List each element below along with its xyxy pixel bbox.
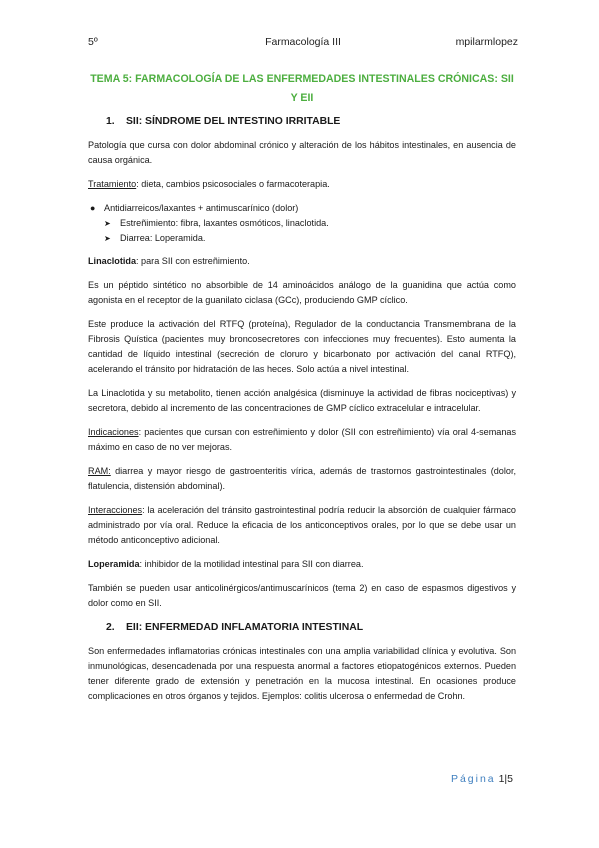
document-title: TEMA 5: FARMACOLOGÍA DE LAS ENFERMEDADES INTESTINALES CRÓNICAS: SII Y EII <box>90 73 514 104</box>
paragraph-peptide: Es un péptido sintético no absorbible de 14 aminoácidos análogo de la guanidina que actúa como agonista en el receptor de la guanilato ciclasa (GCc), produciendo GMP cíclico. <box>88 280 516 305</box>
paragraph-treatment <box>88 177 516 192</box>
section-title: EII: ENFERMEDAD INFLAMATORIA INTESTINAL <box>126 622 364 633</box>
page-header <box>88 36 518 52</box>
footer-page-label: Página <box>450 773 496 785</box>
paragraph-anticholinergics: También se pueden usar anticolinérgicos/antimuscarínicos (tema 2) en caso de espasmos digestivos y dolor como en SII. <box>88 583 516 608</box>
interactions-label: Interacciones <box>88 505 143 515</box>
arrow-bullet-icon: ➤ <box>104 234 111 243</box>
ram-text: diarrea y mayor riesgo de gastroenteritis vírica, además de trastornos gastrointestinales (dolor, flatulencia, distensión abdominal). <box>88 466 516 491</box>
list-item-text: Antidiarreicos/laxantes + antimuscarínico (dolor) <box>104 203 299 213</box>
loperamida-label: Loperamida <box>88 559 140 569</box>
paragraph-sii-definition: Patología que cursa con dolor abdominal crónico y alteración de los hábitos intestinales, en ausencia de causa orgánica. <box>88 140 516 165</box>
footer-page-total: 5 <box>507 773 513 785</box>
paragraph-eii-definition: Son enfermedades inflamatorias crónicas intestinales con una amplia variabilidad clínica y evolutiva. Son inmunológicas, desencadenada por una respuesta anormal a factores etiopatogénicos externos. Pueden tener diferente grado de extensión y penetración en la mucosa intestinal. En ocasiones produce complicaciones en otros órganos y tejidos. Ejemplos: colitis ulcerosa o enfermedad de Crohn. <box>88 646 516 701</box>
header-subject: Farmacología III <box>265 36 341 48</box>
interactions-text: : la aceleración del tránsito gastrointestinal podría reducir la absorción de cualquier fármaco administrado por vía oral. Reduce la eficacia de los anticonceptivos orales, por lo que se debe usar un método anticonceptivo adicional. <box>88 505 516 545</box>
footer-separator: | <box>504 773 508 785</box>
list-item <box>88 231 516 246</box>
paragraph-linaclotida <box>88 254 516 269</box>
section-title: SII: SÍNDROME DEL INTESTINO IRRITABLE <box>126 116 341 127</box>
footer-page-current: 1 <box>498 773 505 785</box>
treatment-label: Tratamiento <box>88 179 137 189</box>
indications-label: Indicaciones <box>88 427 139 437</box>
document-body <box>88 70 516 713</box>
bullet-icon: ● <box>90 203 96 213</box>
header-author: mpilarmlopez <box>455 36 518 48</box>
list-item <box>88 216 516 231</box>
linaclotida-label: Linaclotida <box>88 256 136 266</box>
loperamida-text: : inhibidor de la motilidad intestinal para SII con diarrea. <box>139 559 364 569</box>
treatment-list <box>88 201 516 246</box>
list-item-text: Diarrea: Loperamida. <box>120 233 206 243</box>
paragraph-ram <box>88 464 516 494</box>
treatment-text: : dieta, cambios psicosociales o farmacoterapia. <box>136 179 330 189</box>
paragraph-interactions <box>88 503 516 548</box>
section-number: 1. <box>106 116 115 127</box>
paragraph-loperamida <box>88 557 516 572</box>
list-item <box>88 201 516 216</box>
linaclotida-text: : para SII con estreñimiento. <box>136 256 250 266</box>
section-heading-eii <box>106 620 516 636</box>
paragraph-indications <box>88 425 516 455</box>
section-number: 2. <box>106 622 115 633</box>
ram-label: RAM: <box>88 466 111 476</box>
indications-text: : pacientes que cursan con estreñimiento y dolor (SII con estreñimiento) vía oral 4-semanas máximo en caso de no ver mejoras. <box>88 427 516 452</box>
paragraph-analgesic: La Linaclotida y su metabolito, tienen acción analgésica (disminuye la actividad de fibras nociceptivas) y secretora, debido al incremento de las concentraciones de GMP cíclico extracelular e intracelular. <box>88 388 516 413</box>
section-heading-sii <box>106 114 516 130</box>
paragraph-rtfq: Este produce la activación del RTFQ (proteína), Regulador de la conductancia Transmembrana de la Fibrosis Quística (pacientes muy broncosecretores con infecciones muy frecuentes). Esto aumenta la cantidad de líquido intestinal (secreción de cloruro y bicarbonato por activación del canal RTFQ), acelerando el tránsito por hidratación de las heces. Solo actúa a nivel intestinal. <box>88 319 516 374</box>
list-item-text: Estreñimiento: fibra, laxantes osmóticos, linaclotida. <box>120 218 329 228</box>
page-footer <box>451 773 513 785</box>
arrow-bullet-icon: ➤ <box>104 219 111 228</box>
header-course: 5º <box>88 36 98 48</box>
